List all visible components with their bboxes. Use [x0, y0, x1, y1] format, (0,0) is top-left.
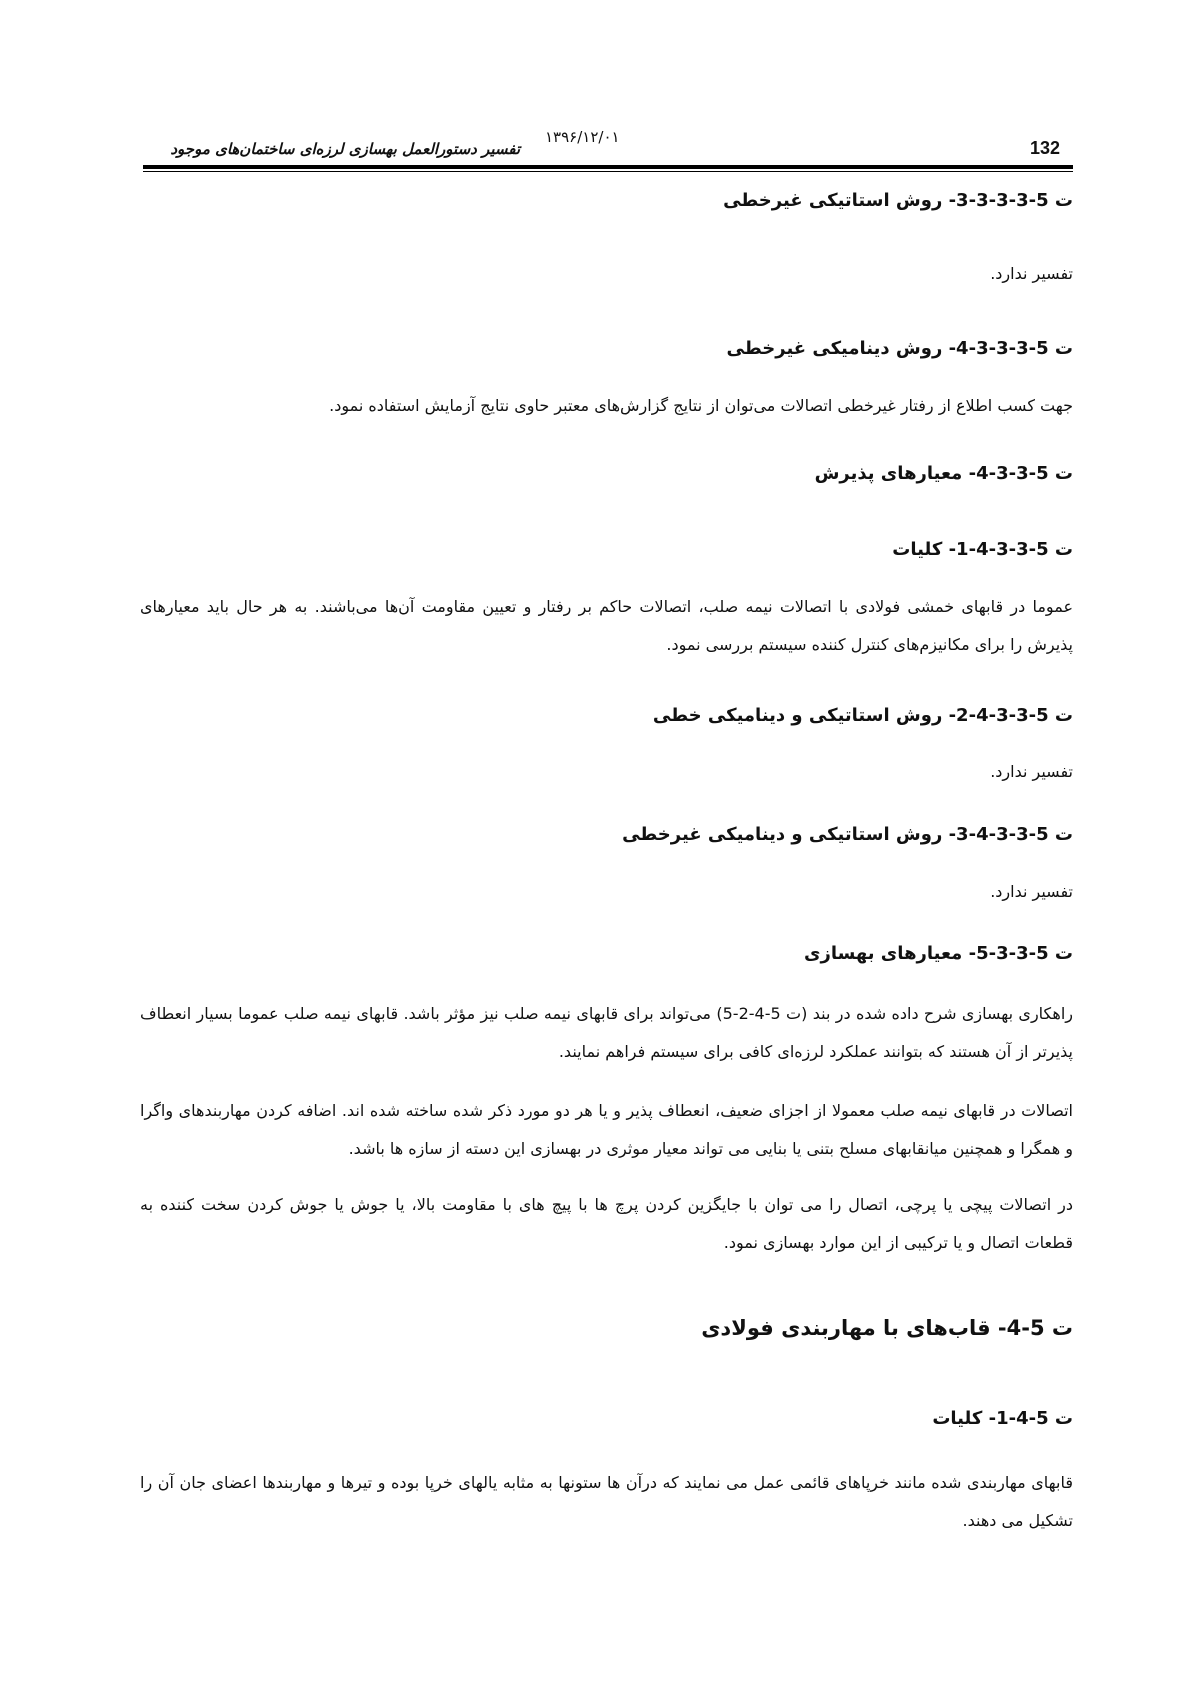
paragraph-braced-frames: قابهای مهاربندی شده مانند خرپاهای قائمی عمل می نمایند که درآن ها ستونها به مثابه یالهای خرپا بوده و تیرها و مهاربندها اعضای جان آن را تشکیل می دهند.: [140, 1473, 1073, 1530]
page-number: 132: [1030, 138, 1061, 158]
header-rule-thin: [143, 171, 1073, 172]
paragraph-general-acceptance: عموما در قابهای خمشی فولادی با اتصالات نیمه صلب، اتصالات حاکم بر رفتار و تعیین مقاومت آن‌ها می‌باشند. به هر حال باید معیارهای پذیرش را برای مکانیزم‌های کنترل کننده سیستم بررسی نمود.: [140, 597, 1073, 654]
paragraph-rehab-semirigid: راهکاری بهسازی شرح داده شده در بند (ت 5-4-2-5) می‌تواند برای قابهای نیمه صلب نیز مؤثر باشد. قابهای نیمه صلب عموما بسیار انعطاف پذیرتر از آن هستند که بتوانند عملکرد لرزه‌ای کافی برای سیستم فراهم نمایند.: [140, 1004, 1073, 1061]
paragraph-no-commentary-1: تفسیر ندارد.: [990, 264, 1073, 283]
heading-5-3-3-5: ت 5-3-3-5- معیارهای بهسازی: [803, 943, 1073, 964]
header-rule-thick: [143, 165, 1073, 169]
paragraph-no-commentary-3: تفسیر ندارد.: [990, 882, 1073, 901]
heading-5-3-3-3-3: ت 5-3-3-3-3- روش استاتیکی غیرخطی: [723, 190, 1073, 211]
book-title: تفسیر دستورالعمل بهسازی لرزه‌ای ساختمان‌های موجود: [170, 140, 520, 158]
heading-5-4: ت 5-4- قاب‌های با مهاربندی فولادی: [701, 1316, 1073, 1340]
heading-5-4-1: ت 5-4-1- کلیات: [932, 1408, 1073, 1429]
header-date: ۱۳۹۶/۱۲/۰۱: [545, 128, 620, 146]
paragraph-nonlinear-dynamic: جهت کسب اطلاع از رفتار غیرخطی اتصالات می‌توان از نتایج گزارش‌های معتبر حاوی نتایج آزمایش استفاده نمود.: [329, 396, 1073, 415]
paragraph-bolted-riveted: در اتصالات پیچی یا پرچی، اتصال را می توان با جایگزین کردن پرچ ها با پیچ های با مقاومت بالا، یا جوش یا جوش کردن سخت کننده به قطعات اتصال و یا ترکیبی از این موارد بهسازی نمود.: [140, 1195, 1073, 1252]
heading-5-3-3-4-2: ت 5-3-3-4-2- روش استاتیکی و دینامیکی خطی: [652, 705, 1073, 726]
heading-5-3-3-4: ت 5-3-3-4- معیارهای پذیرش: [814, 463, 1073, 484]
paragraph-no-commentary-2: تفسیر ندارد.: [990, 762, 1073, 781]
heading-5-3-3-3-4: ت 5-3-3-3-4- روش دینامیکی غیرخطی: [726, 338, 1073, 359]
heading-5-3-3-4-1: ت 5-3-3-4-1- کلیات: [892, 539, 1073, 560]
heading-5-3-3-4-3: ت 5-3-3-4-3- روش استاتیکی و دینامیکی غیرخطی: [622, 824, 1073, 845]
paragraph-connections-bracing: اتصالات در قابهای نیمه صلب معمولا از اجزای ضعیف، انعطاف پذیر و یا هر دو مورد ذکر شده ساخته شده اند. اضافه کردن مهاربندهای واگرا و همگرا و همچنین میانقابهای مسلح بتنی یا بنایی می تواند معیار موثری در بهسازی این دسته از سازه ها باشد.: [140, 1101, 1073, 1158]
